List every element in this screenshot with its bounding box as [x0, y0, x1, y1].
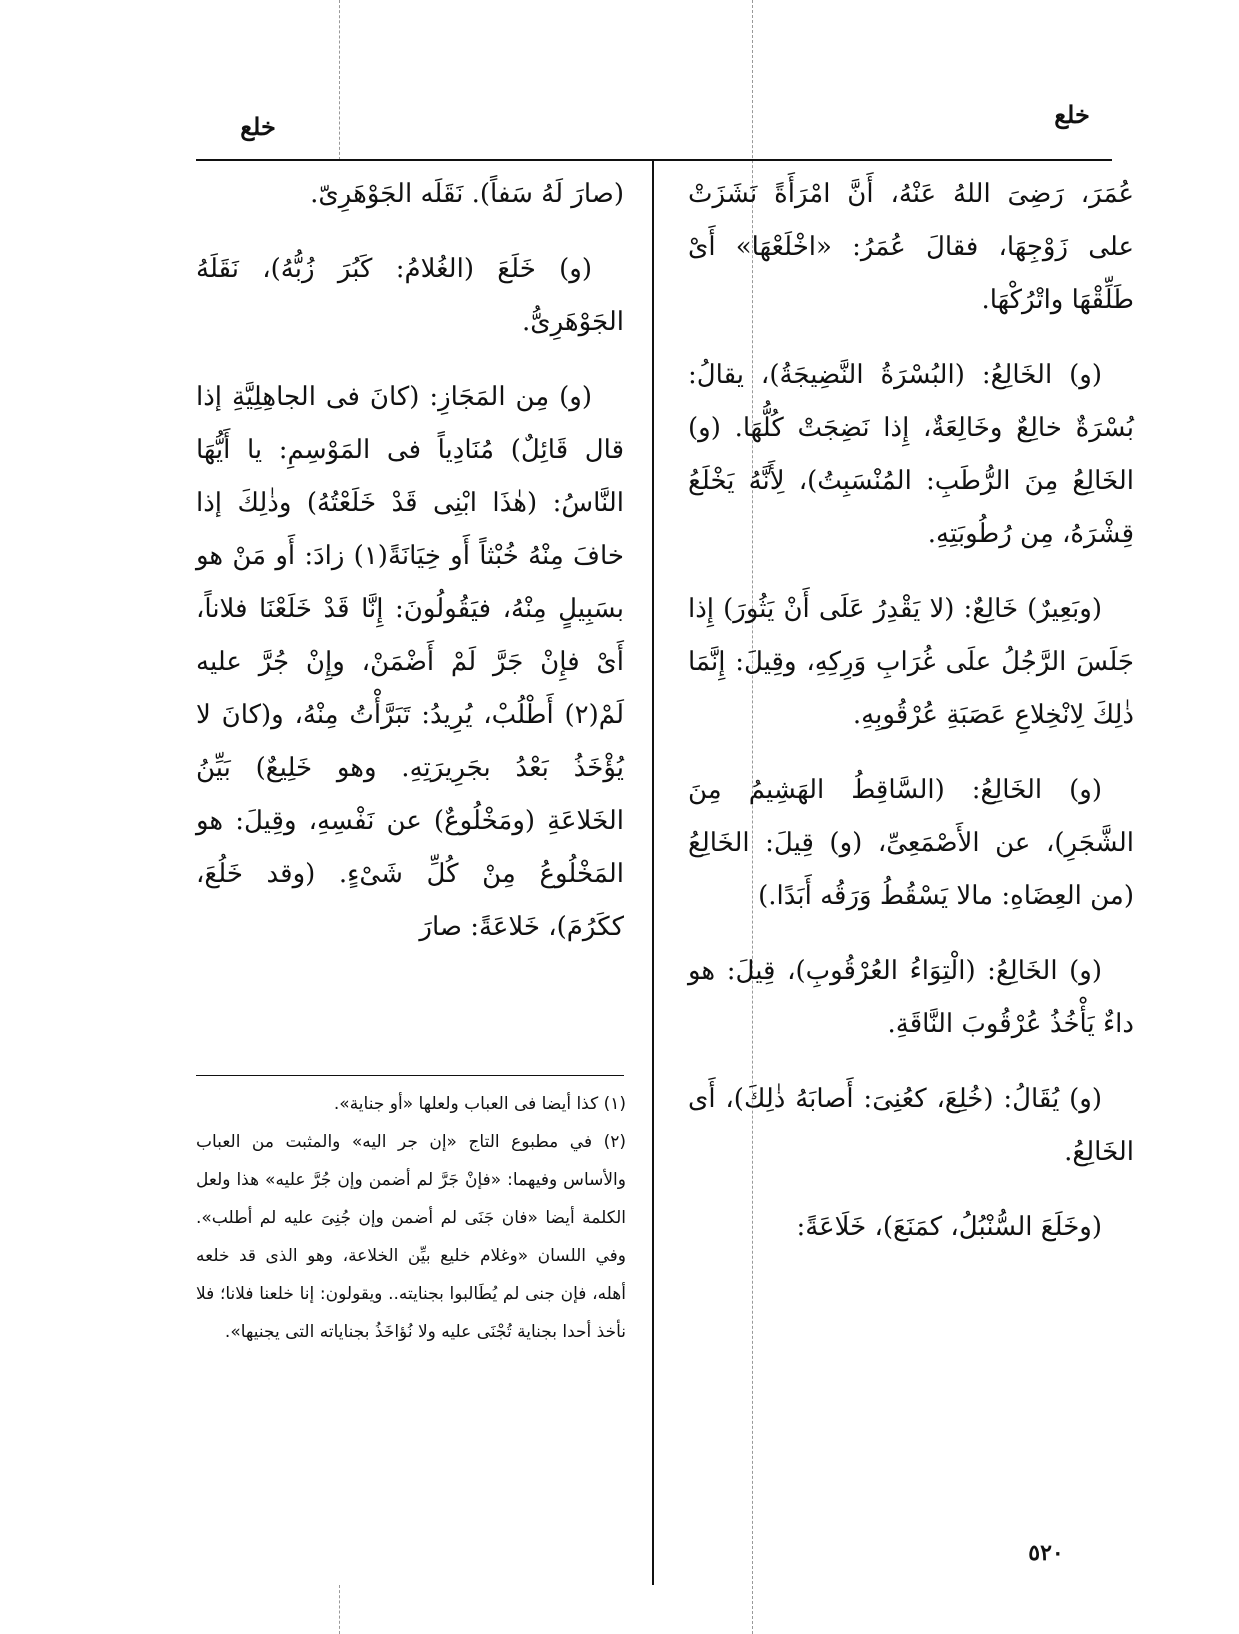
- footnote-rule: [196, 1075, 624, 1076]
- running-head-left: خلع: [240, 112, 276, 141]
- scan-fold-line: [339, 0, 340, 160]
- column-divider: [652, 160, 654, 1585]
- entry-paragraph: (و) الخَالِعُ: (السَّاقِطُ الهَشِيمُ مِنَ الشَّجَرِ)، عن الأَصْمَعِىِّ، (و) قِيلَ: الخَالِعُ (من العِضَاهِ: مالا يَسْقُطُ وَرَقُه أَبَدًا.): [688, 775, 1134, 911]
- left-column: [196, 168, 624, 976]
- entry-paragraph: (و) الخَالِعُ: (البُسْرَةُ النَّضِيجَةُ)، يقالُ: بُسْرَةٌ خالِعٌ وخَالِعَةٌ، إِذا نَضِجَتْ كُلُّهَا. (و) الخَالِعُ مِنَ الرُّطَبِ: المُنْسَبِتُ)، لِأَنَّهُ يَخْلَعُ قِشْرَهُ، مِن رُطُوبَتِهِ.: [688, 360, 1134, 549]
- entry-paragraph: (و) خَلَعَ (الغُلامُ: كَبُرَ زُبُّهُ)، نَقَلَهُ الجَوْهَرِىُّ.: [196, 254, 624, 337]
- entry-paragraph: (و) مِن المَجَازِ: (كانَ فى الجاهِلِيَّةِ إذا قال قَائِلٌ) مُنَادِياً فى المَوْسِمِ: يا أَيُّهَا النَّاسُ: (هٰذَا ابْنِى قَدْ خَلَعْتُهُ) وذٰلِكَ إذا خافَ مِنْهُ خُبْثاً أَو خِيَانَةً(١) زادَ: أَو مَنْ هو بسَبِيلٍ مِنْهُ، فيَقُولُونَ: إِنَّا قَدْ خَلَعْنَا فلاناً، أَىْ فإِنْ جَرَّ لَمْ أَضْمَنْ، وإِنْ جُرَّ عليه لَمْ(٢) أَطْلُبْ، يُرِيدُ: تَبَرَّأْتُ مِنْهُ، و(كانَ لا يُؤْخَذُ بَعْدُ بجَرِيرَتِهِ. وهو خَلِيعٌ) بَيِّنُ الخَلاعَةِ (ومَخْلُوعٌ) عن نَفْسِهِ، وقِيلَ: هو المَخْلُوعُ مِنْ كُلِّ شَىْءٍ. (وقد خَلُعَ، ككَرُمَ)، خَلاعَةً: صارَ: [196, 382, 624, 942]
- header-rule: [196, 159, 1112, 161]
- footnote: (١) كذا أيضا فى العباب ولعلها «أو جناية».: [333, 1094, 626, 1114]
- running-head-right: خلع: [1054, 100, 1090, 129]
- entry-paragraph: (و) الخَالِعُ: (الْتِوَاءُ العُرْقُوبِ)، قِيلَ: هو داءٌ يَأْخُذُ عُرْقُوبَ النَّاقَةِ.: [688, 956, 1134, 1039]
- entry-paragraph: (و) يُقَالُ: (خُلِعَ، كعُنِىَ: أَصابَهُ ذٰلِكَ)، أَى الخَالِعُ.: [688, 1084, 1134, 1167]
- page-number: ٥٢٠: [1028, 1540, 1064, 1566]
- entry-paragraph: (وبَعِيرٌ) خَالِعٌ: (لا يَقْدِرُ عَلَى أَنْ يَثُورَ) إِذا جَلَسَ الرَّجُلُ علَى غُرَابِ وَرِكِهِ، وقِيلَ: إِنَّمَا ذٰلِكَ لِانْخِلاعِ عَصَبَةِ عُرْقُوبِهِ.: [688, 594, 1134, 730]
- right-column: [688, 168, 1134, 1276]
- entry-paragraph: (وخَلَعَ السُّنْبُلُ، كمَنَعَ)، خَلَاعَةً:: [796, 1212, 1102, 1242]
- entry-paragraph: عُمَرَ، رَضِىَ اللهُ عَنْهُ، أَنَّ امْرَأَةً نَشَزَتْ على زَوْجِهَا، فقالَ عُمَرُ: «اخْلَعْهَا» أَىْ طَلِّقْهَا واتْرُكْهَا.: [688, 179, 1134, 315]
- entry-paragraph: (صارَ لَهُ سَفاً). نَقَلَه الجَوْهَرِىّ.: [310, 179, 624, 209]
- footnote: (٢) في مطبوع التاج «إن جر اليه» والمثبت من العباب والأساس وفيهما: «فإنْ جَرَّ لم أضمن وإن جُرَّ عليه» هذا ولعل الكلمة أيضا «فان جَنَى لم أضمن وإن جُنِىَ عليه لم أطلب». وفي اللسان «وغلام خليع بيِّن الخلاعة، وهو الذى قد خلعه أهله، فإن جنى لم يُطَالبوا بجنايته.. ويقولون: إنا خلعنا فلانا؛ فلا نأخذ أحدا بجناية تُجْنَى عليه ولا نُؤاخَذُ بجناياته التى يجنيها».: [196, 1132, 626, 1342]
- footnotes: [196, 1085, 626, 1351]
- scan-fold-line: [339, 1585, 340, 1634]
